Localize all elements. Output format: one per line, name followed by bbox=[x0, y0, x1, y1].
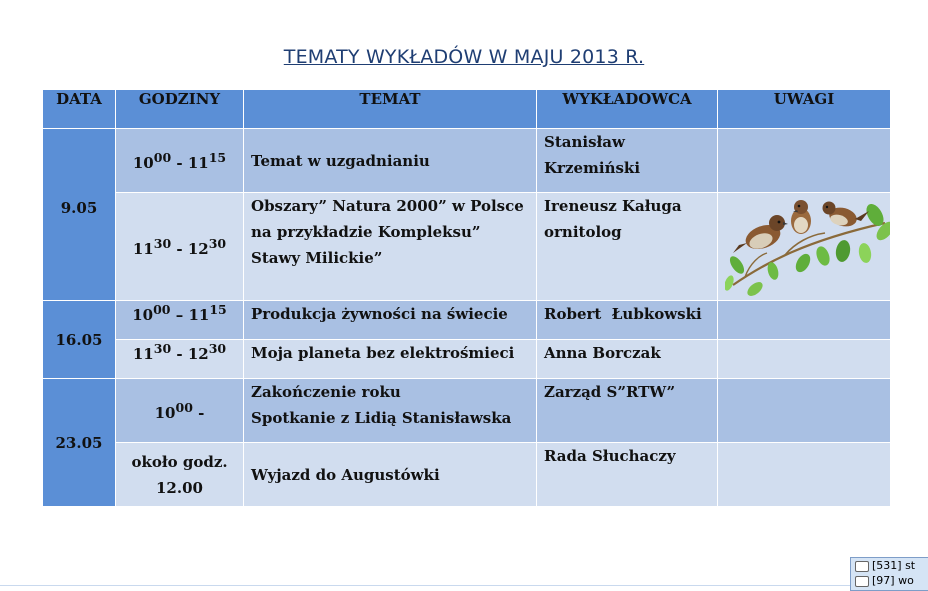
leaf bbox=[725, 274, 735, 292]
table-row bbox=[43, 301, 891, 340]
header-godziny: GODZINY bbox=[116, 90, 244, 129]
topic-cell: Wyjazd do Augustówki bbox=[244, 443, 537, 507]
page-title: TEMATY WYKŁADÓW W MAJU 2013 R. bbox=[283, 46, 645, 68]
header-uwagi: UWAGI bbox=[718, 90, 891, 129]
topic-cell: Obszary” Natura 2000” w Polsce na przykładzie Kompleksu” Stawy Milickie” bbox=[244, 193, 537, 301]
header-temat: TEMAT bbox=[244, 90, 537, 129]
taskbar-item[interactable]: [97] wo bbox=[851, 573, 928, 588]
note-cell bbox=[718, 443, 891, 507]
birds-on-branch-illustration bbox=[725, 193, 890, 298]
lecturer-cell: Anna Borczak bbox=[537, 340, 718, 379]
lecture-schedule-table bbox=[42, 89, 891, 507]
sparrow-left bbox=[733, 215, 788, 253]
sparrow-middle bbox=[791, 200, 811, 234]
table-row bbox=[43, 443, 891, 507]
table-row bbox=[43, 129, 891, 193]
taskbar-item[interactable]: [531] st bbox=[851, 558, 928, 573]
date-text: 23.05 bbox=[55, 433, 103, 452]
hours-cell: $11^{30} - 12^{30}$ bbox=[116, 340, 244, 379]
date-text: 16.05 bbox=[55, 330, 103, 349]
envelope-icon bbox=[855, 561, 869, 572]
header-data: DATA bbox=[43, 90, 116, 129]
lecturer-cell: Ireneusz Kaługa ornitolog bbox=[537, 193, 718, 301]
note-cell bbox=[718, 340, 891, 379]
topic-cell: Temat w uzgadnianiu bbox=[244, 129, 537, 193]
leaf bbox=[727, 254, 747, 276]
hours-cell: około godz. 12.00 bbox=[116, 443, 244, 507]
leaf bbox=[793, 251, 813, 274]
note-cell bbox=[718, 129, 891, 193]
lecturer-cell: Robert Łubkowski bbox=[537, 301, 718, 340]
hours-cell: $10^{00} - 11^{15}$ bbox=[116, 129, 244, 193]
date-cell bbox=[43, 379, 116, 507]
envelope-icon bbox=[855, 576, 869, 587]
header-wykladowca: WYKŁADOWCA bbox=[537, 90, 718, 129]
hours-cell: $10^{00}$ - bbox=[116, 379, 244, 443]
lecturer-cell: Rada Słuchaczy bbox=[537, 443, 718, 507]
topic-cell: Moja planeta bez elektrośmieci bbox=[244, 340, 537, 379]
leaf bbox=[857, 242, 872, 264]
hours-cell: $11^{30} - 12^{30}$ bbox=[116, 193, 244, 301]
divider bbox=[0, 585, 850, 586]
date-cell bbox=[43, 301, 116, 379]
taskbar-notification[interactable] bbox=[850, 557, 928, 591]
lecturer-cell: Zarząd S”RTW” bbox=[537, 379, 718, 443]
table-header-row bbox=[43, 90, 891, 129]
hours-cell: $10^{00} - 11^{15}$ bbox=[116, 301, 244, 340]
topic-cell: Produkcja żywności na świecie bbox=[244, 301, 537, 340]
lecturer-cell: Stanisław Krzemiński bbox=[537, 129, 718, 193]
date-text: 9.05 bbox=[60, 199, 98, 217]
note-cell bbox=[718, 379, 891, 443]
table-row bbox=[43, 379, 891, 443]
topic-cell: Zakończenie roku Spotkanie z Lidią Stanisławska bbox=[244, 379, 537, 443]
leaf bbox=[745, 279, 765, 298]
date-cell bbox=[43, 129, 116, 301]
leaf bbox=[814, 245, 832, 268]
sparrow-right bbox=[823, 202, 870, 230]
note-cell bbox=[718, 301, 891, 340]
leaf bbox=[834, 239, 852, 263]
table-row bbox=[43, 340, 891, 379]
